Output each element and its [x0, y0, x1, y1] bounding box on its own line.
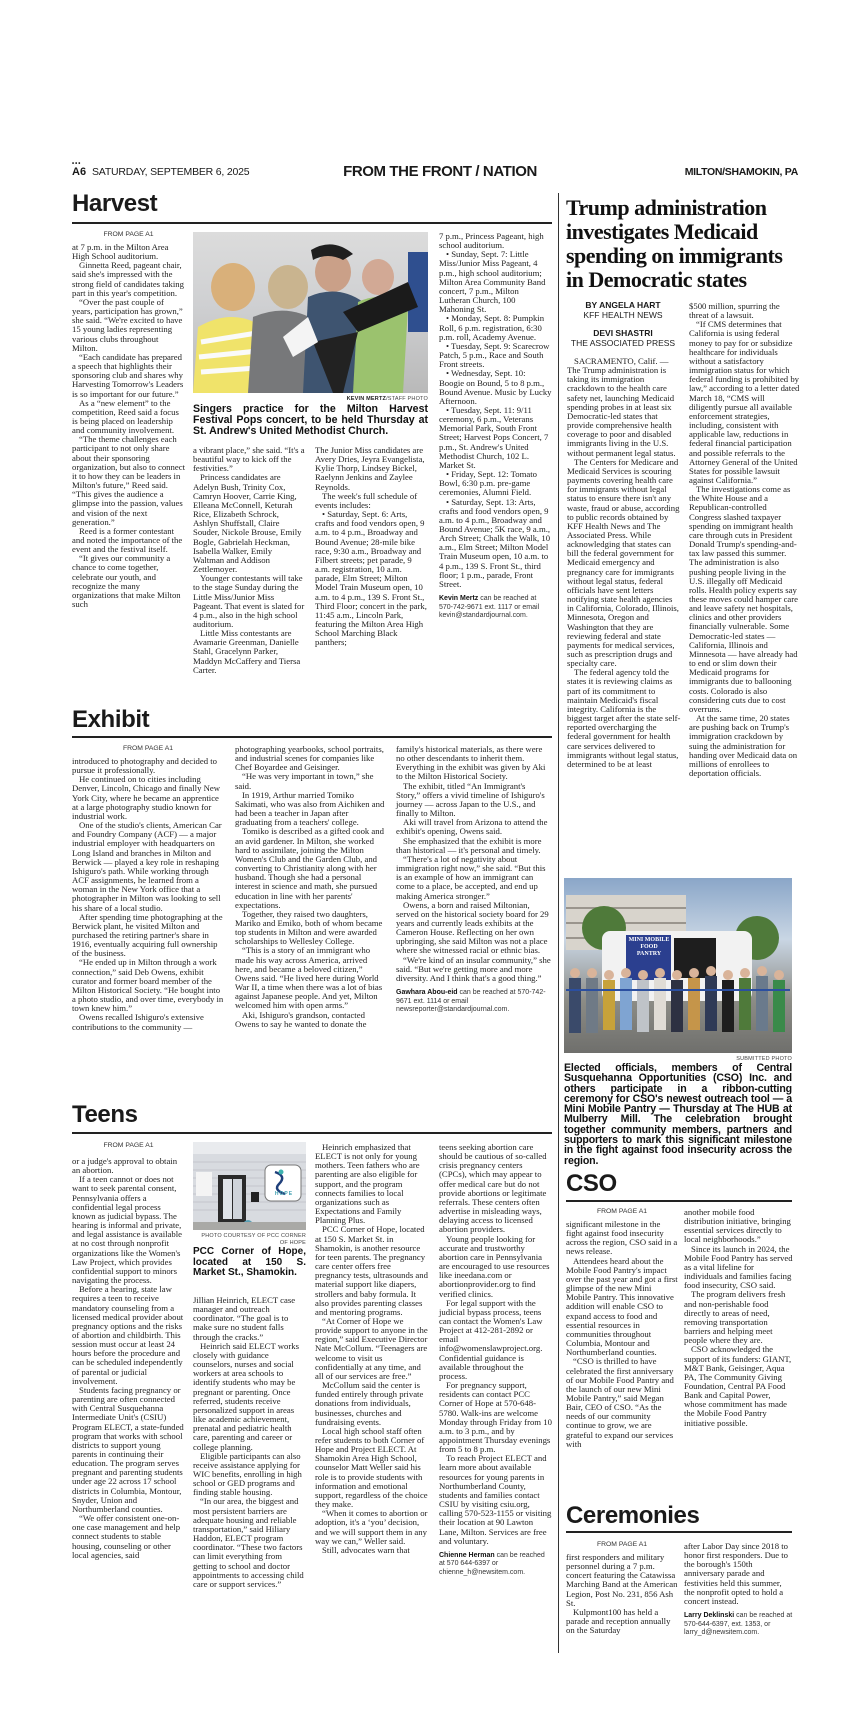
- article-paragraph: • Friday, Sept. 12: Tomato Bowl, 6:30 p.m. pre-game ceremonies, Alumni Field.: [439, 469, 537, 498]
- crowd: [569, 976, 785, 1033]
- issue-date: SATURDAY, SEPTEMBER 6, 2025: [92, 166, 250, 178]
- article-paragraph: Attendees heard about the Mobile Food Pantry's impact over the past year and got a first glimpse of the new Mini Mobile Pantry. This innovative addition will enable CSO to expand access to food and essential resources in communities throughout Columbia, Montour and Northumberland counties.: [566, 1255, 678, 1358]
- harvest-column-2: [193, 445, 305, 675]
- article-paragraph: He continued on to cities including Denver, Lincoln, Chicago and finally New York City, where he became an apprentice at a large photography studio known for industrial work.: [72, 774, 221, 821]
- cso-photo: [564, 878, 792, 1053]
- article-paragraph: “Each candidate has prepared a speech that highlights their sponsoring club and shares why Harvesting Tomorrow's Leaders is so important for our future.”: [72, 351, 184, 399]
- article-paragraph: McCollum said the center is funded entirely through private donations from individuals, businesses, churches and fundraising events.: [315, 1380, 424, 1427]
- article-paragraph: • Monday, Sept. 8: Pumpkin Roll, 6 p.m. registration, 6:30 p.m. roll, Academy Avenue.: [439, 313, 545, 342]
- article-paragraph: “It gives our community a chance to come together, celebrate our youth, and recognize the many organizations that make Milton such: [72, 553, 181, 610]
- article-paragraph: “CSO is thrilled to have celebrated the first anniversary of our Mobile Food Pantry and the launch of our new Mini Mobile Pantry,” said Megan Bair, CEO of CSO. “As the needs of our community continue to grow, we are grateful to expand our services with: [566, 1356, 674, 1449]
- teens-column-4: [439, 1143, 552, 1655]
- article-paragraph: Jillian Heinrich, ELECT case manager and outreach coordinator. “The goal is to make sure no student falls through the cracks.”: [193, 1295, 296, 1342]
- article-paragraph: significant milestone in the fight against food insecurity across the region, CSO said in a news release.: [566, 1219, 678, 1257]
- article-paragraph: Ginnetta Reed, pageant chair, said she's impressed with the strong field of candidates taking part in this year's competition.: [72, 260, 184, 298]
- harvest-rule: [72, 222, 552, 224]
- article-paragraph: One of the studio's clients, American Car and Foundry Company (ACF) — a major industrial employer with headquarters on Long Island and branches in Milton and Berwick — played a key role in reshaping Ishiguro's path. While working through ACF assignments, he learned from a woman in the New York office that a photographer in Milton was looking to sell his share of a local studio.: [72, 820, 222, 913]
- cso-rule: [566, 1200, 792, 1202]
- article-paragraph: Reed is a former contestant and noted the importance of the event and the festival itself.: [72, 525, 183, 555]
- article-paragraph: “He ended up in Milton through a work connection,” said Deb Owens, exhibit curator and former board member of the Milton Historical Society. “He bought into a photo studio, and over time, everybody in town knew him.”: [72, 957, 224, 1014]
- author-name: Kevin Mertz: [439, 595, 479, 603]
- ceremonies-rule: [566, 1531, 792, 1533]
- article-paragraph: In 1919, Arthur married Tomiko Sakimati, who was also from Aichiken and had been a teacher in Japan after graduating from a teachers' college.: [235, 789, 385, 828]
- exhibit-column-3: [396, 745, 551, 1100]
- byline-org: KFF HEALTH NEWS: [583, 310, 663, 320]
- article-paragraph: The investigations come as the White House and a Republican-controlled Congress slashed taxpayer spending on immigrant health care through cuts in President Donald Trump's spending-and-tax law passed this summer. The administration is also pushing people living in the U.S. illegally off Medicaid rolls. Health policy experts say these moves could hamper care and leave safety net hospitals, clinics and other providers financially vulnerable. Some Democratic-led states — California, Illinois and Minnesota — have already had to end or slim down their Medicaid programs for immigrants due to ballooning costs. Colorado is also considering cuts due to cost overruns.: [689, 484, 799, 714]
- exhibit-heading: Exhibit: [72, 706, 150, 733]
- article-paragraph: For pregnancy support, residents can contact PCC Corner of Hope at 570-648-5780. Walk-ins are welcome Monday through Friday from 10 a.m. to 3 p.m., and by appointment Thursday evenings from 5 to 8 p.m.: [439, 1380, 552, 1455]
- article-paragraph: 7 p.m., Princess Pageant, high school auditorium.: [439, 231, 544, 251]
- article-paragraph: PCC Corner of Hope, located at 150 S. Market St. in Shamokin, is another resource for teen parents. The pregnancy care center offers free pregnancy tests, ultrasounds and material support like diapers, strollers and baby formula. It also provides parenting classes and mentoring programs.: [315, 1224, 428, 1317]
- teens-rule: [72, 1132, 552, 1134]
- article-paragraph: Younger contestants will take to the stage Sunday during the Little Miss/Junior Miss Pageant. That event is slated for 4 p.m., also in the high school auditorium.: [193, 573, 305, 629]
- cso-column-2: [684, 1208, 794, 1500]
- article-paragraph: “Over the past couple of years, participation has grown,” she said. “We're excited to have 15 young ladies representing various clubs throughout Milton.: [72, 296, 183, 353]
- van-lettering: MINI MOBILE FOOD PANTRY: [628, 937, 670, 957]
- article-paragraph: At the same time, 20 states are pushing back on Trump's immigration crackdown by suing the administration for handing over Medicaid data on millions of enrollees to deportation officials.: [689, 713, 798, 778]
- ribbon-cutting-image: [564, 878, 792, 1053]
- article-paragraph: She emphasized that the exhibit is more than historical — it's personal and timely.: [396, 835, 542, 855]
- page-number: [72, 161, 87, 178]
- ceremonies-column-1: [566, 1553, 678, 1651]
- article-paragraph: after Labor Day since 2018 to honor first responders. Due to the borough's 150th anniversary parade and festivities held this summer, the nonprofit opted to hold a concert instead.: [684, 1541, 788, 1606]
- medicaid-column-1: [567, 357, 681, 867]
- article-paragraph: Still, advocates warn that: [322, 1544, 410, 1555]
- exhibit-jump-label: FROM PAGE A1: [122, 745, 174, 752]
- teens-jump-label: FROM PAGE A1: [103, 1142, 154, 1149]
- article-paragraph: The week's full schedule of events includes:: [315, 490, 418, 510]
- article-paragraph: Heinrich said ELECT works closely with guidance counselors, nurses and social workers at area schools to identify students who may be pregnant or parenting. Once referred, students receive personalized support in areas like academic achievement, prenatal and pediatric health care, parenting and career or college planning.: [193, 1340, 300, 1452]
- cso-photo-caption: Elected officials, members of Central Susquehanna Opportunities (CSO) Inc. and others participate in a ribbon-cutting ceremony for CSO's newest outreach tool — a Mini Mobile Pantry — Thursday at The HUB at Mulberry Mill. The celebration brought together community members, partners and supporters to mark this significant milestone in the fight against food insecurity across the region.: [564, 1062, 792, 1167]
- corner-of-hope-building-image: [193, 1142, 306, 1230]
- teens-tagline: [439, 1552, 552, 1578]
- exhibit-rule: [72, 736, 552, 738]
- teens-column-1: [72, 1157, 185, 1652]
- author-contact: can be reached at 570 644-6397 or chienne_h@newsitem.com.: [439, 1551, 545, 1577]
- article-paragraph: introduced to photography and decided to pursue it professionally.: [72, 756, 217, 776]
- article-paragraph: To reach Project ELECT and learn more about available resources for young parents in Northumberland County, students and families contact CSIU by visiting csiu.org, calling 570-523-1155 or visiting their location at 90 Lawton Lane, Milton. Services are free and voluntary.: [439, 1453, 552, 1546]
- ceremonies-jump-label: FROM PAGE A1: [596, 1541, 648, 1548]
- author-name: Chienne Herman: [439, 1551, 495, 1559]
- author-name: Larry Deklinski: [684, 1612, 735, 1620]
- article-paragraph: Owens, a born and raised Miltonian, served on the historical society board for 29 years and currently leads exhibits at the Cameron House. Reflecting on her own upbringing, she said Milton was not a place where she witnessed racial or ethnic bias.: [396, 899, 549, 956]
- teens-photo-credit: PHOTO COURTESY OF PCC CORNER OF HOPE: [201, 1233, 306, 1246]
- harvest-photo-credit: [193, 396, 428, 402]
- article-paragraph: The Junior Miss candidates are Avery Dries, Jeyra Evangelista, Kylie Thorp, Lindsey Bickel, Raelynn Jenkins and Zaylee Reynolds.: [315, 445, 425, 492]
- author-name: Gawhara Abou-eid: [396, 989, 458, 997]
- article-paragraph: $500 million, spurring the threat of a lawsuit.: [689, 301, 780, 321]
- article-paragraph: “We offer consistent one-on-one case management and help connect students to stable housing, counseling or other local agencies, said: [72, 1513, 181, 1560]
- article-paragraph: Heinrich emphasized that ELECT is not only for young mothers. Teen fathers who are parenting are also eligible for support, and the program connects families to local organizations such as Expectations and Family Planning Plus.: [315, 1142, 420, 1226]
- article-paragraph: • Saturday, Sept. 6: Arts, crafts and food vendors open, 9 a.m. to 4 p.m., Broadway and Bound Avenue; 28-mile bike race, 9:30 a.m., Broadway and Filbert streets; pet parade, 9 a.m. registration, 10 a.m. parade, Elm Street; Milton Model Train Museum open, 10 a.m. to 4 p.m., 139 S. Front St., Third Floor; concert in the park, 11:45 a.m., Lincoln Park, featuring the Milton Area High School Marching Black panthers;: [315, 509, 427, 648]
- article-paragraph: Kulpmont100 has held a parade and reception annually on the Saturday: [566, 1606, 671, 1636]
- article-paragraph: teens seeking abortion care should be cautious of so-called crisis pregnancy centers (CPCs), which may appear to offer medical care but do not provide abortions or legitimate referrals. These centers often advertise in misleading ways, delaying access to licensed abortion providers.: [439, 1142, 547, 1235]
- harvest-heading: Harvest: [72, 190, 158, 217]
- ceremonies-tagline: [684, 1612, 794, 1638]
- article-paragraph: • Tuesday, Sept. 9: Scarecrow Patch, 5 p.m., Race and South Front streets.: [439, 340, 550, 370]
- section-title: FROM THE FRONT / NATION: [343, 163, 537, 180]
- article-paragraph: Tomiko is described as a gifted cook and an avid gardener. In Milton, she worked hard to assimilate, joining the Milton Women's Club and the Garden Club, and converting to Christianity along with her husband. Though she had a personal interest in science and math, she pursued education in line with her parents' expectations.: [235, 826, 384, 910]
- page-number-text: A6: [72, 166, 87, 178]
- article-paragraph: The program delivers fresh and non-perishable food directly to areas of need, removing transportation barriers and helping meet people where they are.: [684, 1289, 786, 1346]
- article-paragraph: Together, they raised two daughters, Mariko and Emiko, both of whom became top students in Milton and were awarded scholarships to Wellesley College.: [235, 908, 383, 947]
- byline-name: DEVI SHASTRI: [593, 328, 653, 338]
- singers-image: [193, 232, 428, 393]
- article-paragraph: • Wednesday, Sept. 10: Boogie on Bound, 5 to 8 p.m., Bound Avenue. Music by Lucky Afternoon.: [439, 368, 552, 406]
- article-paragraph: family's historical materials, as there were no other descendants to inherit them. Everything in the exhibit was given by Aki to the Milton Historical Society.: [396, 744, 546, 782]
- article-paragraph: Little Miss contestants are Avamarie Greenman, Danielle Stahl, Gracelynn Parker, Maddyn McCaffery and Tiersa Carter.: [193, 628, 301, 675]
- article-paragraph: CSO acknowledged the support of its funders: GIANT, M&T Bank, Geisinger, Aqua PA, The Community Giving Foundation, Central PA Food Bank and Capital Power, whose commitment has made the Mobile Food Pantry initiative possible.: [684, 1344, 792, 1428]
- article-paragraph: Aki will travel from Arizona to attend the exhibit's opening, Owens said.: [396, 817, 548, 837]
- article-paragraph: Princess candidates are Adelyn Bush, Trinity Cox, Camryn Hoover, Carrie King, Elleana McConnell, Keturah Rice, Elizabeth Schrock, Ashlyn Shuffstall, Claire Souder, Nickole Brouse, Emily Bogle, Gabrielah Heckman, Isabella Walker, Emily Waltman and Addison Zettlemoyer.: [193, 472, 302, 575]
- article-paragraph: first responders and military personnel during a 7 p.m. concert featuring the Catawissa Marching Band at the American Legion, Post No. 231, 856 Ash St.: [566, 1552, 678, 1608]
- teens-column-3: [315, 1143, 428, 1652]
- byline-name: BY ANGELA HART: [585, 300, 661, 310]
- harvest-column-3: [315, 446, 427, 663]
- article-paragraph: Aki, Ishiguro's grandson, contacted Owens to say he wanted to donate the: [235, 1009, 367, 1029]
- article-paragraph: As a “new element” to the competition, Reed said a focus is being placed on leadership and community involvement.: [72, 397, 179, 436]
- article-paragraph: photographing yearbooks, school portraits, and industrial scenes for companies like Chef Boyardee and Geisinger.: [235, 744, 384, 773]
- article-paragraph: • Tuesday, Sept. 11: 9/11 ceremony, 6 p.m., Veterans Memorial Park, South Front Street; Harvest Pops Concert, 7 p.m., St. Andrew's United Methodist Church, 102 L. Market St.: [439, 404, 549, 470]
- article-paragraph: another mobile food distribution initiative, bringing essential services directly to local neighborhoods.”: [684, 1207, 791, 1245]
- exhibit-tagline: [396, 989, 551, 1015]
- harvest-tagline: [439, 595, 552, 621]
- article-paragraph: • Saturday, Sept. 13: Arts, crafts and food vendors open, 9 a.m. to 4 p.m., Broadway and Bound Avenue; 5K race, 9 a.m., Arch Street; Chalk the Walk, 10 a.m., Elm Street; Milton Model Train Museum open, 10 a.m. to 4 p.m., 139 S. Front St., third floor; 1 p.m., parade, Front Street.: [439, 496, 551, 589]
- article-paragraph: Students facing pregnancy or parenting are often connected with Central Susquehanna Intermediate Unit's (CSIU) Program ELECT, a state-funded program that works with school districts to support young parents in continuing their education. The program serves pregnant and parenting students under age 22 across 17 school districts in Columbia, Montour, Snyder, Union and Northumberland counties.: [72, 1384, 184, 1514]
- article-paragraph: For legal support with the judicial bypass process, teens can contact the Women's Law Project at 412-281-2892 or email info@womenslawproject.org. Confidential guidance is available throughout the process.: [439, 1297, 543, 1381]
- harvest-photo-caption: Singers practice for the Milton Harvest Festival Pops concert, to be held Thursday at St. Andrew's United Methodist Church.: [193, 403, 428, 437]
- hope-sign-text: HOPE: [274, 1191, 294, 1197]
- article-paragraph: Since its launch in 2024, the Mobile Food Pantry has served as a vital lifeline for individuals and families facing food insecurity, CSO said.: [684, 1243, 793, 1291]
- article-paragraph: SACRAMENTO, Calif. — The Trump administration is taking its immigration crackdown to the health care safety net, launching Medicaid spending probes in at least six Democratic-led states that provide comprehensive health coverage to poor and disabled immigrants living in the U.S. without permanent legal status.: [567, 356, 676, 458]
- harvest-column-1: [72, 243, 185, 663]
- cso-photo-credit: SUBMITTED PHOTO: [736, 1056, 792, 1062]
- article-paragraph: “He was very important in town,” she said.: [235, 771, 374, 791]
- article-paragraph: Owens recalled Ishiguro's extensive contributions to the community —: [72, 1012, 204, 1032]
- article-paragraph: a vibrant place,” she said. “It's a beautiful way to kick off the festivities.”: [193, 445, 305, 474]
- article-paragraph: • Sunday, Sept. 7: Little Miss/Junior Miss Pageant, 4 p.m., high school auditorium; Milton Area Community Band concert, 7 p.m., Milton Lutheran Church, 100 Mahoning St.: [439, 249, 546, 315]
- article-paragraph: Local high school staff often refer students to both Corner of Hope and Project ELECT. At Shamokin Area High School, counselor Matt Weller said his role is to provide students with information and emotional support, regardless of the choice they make.: [315, 1425, 428, 1510]
- exhibit-column-2: [235, 745, 386, 1095]
- teens-heading: Teens: [72, 1101, 138, 1128]
- article-paragraph: If a teen cannot or does not want to seek parental consent, Pennsylvania offers a confidential legal process known as judicial bypass. The hearing is informal and private, and legal assistance is available at no cost through nonprofit organizations like the Women's Law Project, which provides confidential support to minors navigating the process.: [72, 1174, 182, 1286]
- harvest-photo: [193, 232, 428, 393]
- byline-2: [566, 328, 680, 348]
- article-paragraph: “When it comes to abortion or adoption, it's a ‘you’ decision, and we will support them in any way we can,” Weller said.: [315, 1508, 428, 1546]
- article-paragraph: or a judge's approval to obtain an abortion.: [72, 1156, 178, 1176]
- cso-heading: CSO: [566, 1170, 617, 1197]
- author-contact: can be reached at 570-644-6397, ext. 1353, or larry_d@newsitem.com.: [684, 1612, 793, 1637]
- exhibit-column-1: [72, 757, 224, 1095]
- photographer-name: KEVIN MERTZ: [346, 396, 387, 402]
- article-paragraph: “The theme challenges each participant to not only share about their sponsoring organization, but also to connect it to how they can be leaders in Milton's future,” Reed said. “This gives the audience a glimpse into the passion, values and vision of the next generation.”: [72, 434, 185, 527]
- medicaid-column-2: [689, 302, 800, 867]
- byline-org: THE ASSOCIATED PRESS: [570, 338, 676, 348]
- ceremonies-heading: Ceremonies: [566, 1502, 700, 1529]
- article-paragraph: Eligible participants can also receive assistance applying for WIC benefits, enrolling in high school or GED programs and finding stable housing.: [193, 1450, 302, 1498]
- cso-jump-label: FROM PAGE A1: [596, 1208, 648, 1215]
- edition-label: MILTON/SHAMOKIN, PA: [684, 166, 798, 178]
- teens-column-2: [193, 1296, 306, 1652]
- author-contact: can be reached at 570-742-9671 ext. 1117 or email kevin@standardjournal.com.: [439, 595, 540, 620]
- article-paragraph: “At Corner of Hope we provide support to anyone in the region,” said Executive Director Nate McCollum. “Teenagers are welcome to visit us confidentially at any time, and all of our services are free.”: [315, 1315, 428, 1381]
- byline-1: [566, 300, 680, 320]
- article-paragraph: The exhibit, titled “An Immigrant's Story,” offers a vivid timeline of Ishiguro's journey — across Japan to the U.S., and finally to Milton.: [396, 780, 545, 819]
- article-paragraph: “There's a lot of negativity about immigration right now,” she said. “But this is an example of how an immigrant can come to a place, be accepted, and end up making America stronger.”: [396, 853, 546, 901]
- teens-photo: [193, 1142, 306, 1230]
- column-divider: [558, 193, 559, 1653]
- harvest-jump-label: FROM PAGE A1: [103, 231, 154, 238]
- harvest-column-4: [439, 232, 552, 672]
- article-paragraph: “This is a story of an immigrant who made his way across America, arrived here, and became a beloved citizen,” Owens said. “He lived here during World War II, a time when there was a lot of bias against Japanese people. And yet, Milton welcomed him with open arms.”: [235, 945, 383, 1011]
- article-paragraph: Before a hearing, state law requires a teen to receive mandatory counseling from a licensed medical provider about pregnancy options and the risks of abortion and childbirth. This session must occur at least 24 hours before the procedure and can be scheduled independently of parental or judicial involvement.: [72, 1284, 184, 1386]
- article-paragraph: “In our area, the biggest and most persistent barriers are adequate housing and reliable transportation,” said Hiliary Haddon, ELECT program coordinator. “These two factors can limit everything from getting to school and doctor appointments to accessing child care or support services.”: [193, 1496, 304, 1589]
- article-paragraph: The federal agency told the states it is reviewing claims as part of its commitment to maintain Medicaid's fiscal integrity. California is the biggest target after the state self-reported overcharging the federal government for health care services delivered to immigrants without legal status, determined to be at least: [567, 667, 681, 769]
- medicaid-headline: Trump administration investigates Medicaid spending on immigrants in Democratic states: [566, 195, 783, 292]
- article-paragraph: at 7 p.m. in the Milton Area High School auditorium.: [72, 242, 169, 262]
- article-paragraph: The Centers for Medicare and Medicaid Services is scouring payments covering health care for immigrants without legal status to ensure there isn't any waste, fraud or abuse, according to public records obtained by KFF Health News and The Associated Press. While acknowledging that states can bill the federal government for Medicaid emergency and pregnancy care for immigrants without legal status, federal officials have sent letters notifying state health agencies in California, Colorado, Illinois, Minnesota, Oregon and Washington that they are reviewing federal and state payments for medical services, such as prescription drugs and specialty care.: [567, 456, 680, 669]
- author-contact: can be reached at 570-742-9671 ext. 1114 or email newsreporter@standardjournal.com.: [396, 989, 546, 1014]
- article-paragraph: “If CMS determines that California is using federal money to pay for or subsidize healthcare for individuals without a satisfactory immigration status for which federal funding is prohibited by law,” according to a letter dated March 18, “CMS will diligently pursue all available enforcement strategies, including, consistent with applicable law, reductions in federal financial participation and possible referrals to the Attorney General of the United States for possible lawsuit against California.”: [689, 319, 800, 485]
- article-paragraph: “We're kind of an insular community,” she said. “But we're getting more and more diversity. And I think that's a good thing.”: [396, 954, 551, 983]
- dots-icon: •••: [72, 161, 82, 167]
- teens-photo-caption: PCC Corner of Hope, located at 150 S. Market St., Shamokin.: [193, 1246, 306, 1278]
- cso-column-1: [566, 1220, 678, 1500]
- credit-suffix: /STAFF PHOTO: [386, 396, 428, 402]
- article-paragraph: Young people looking for accurate and trustworthy abortion care in Pennsylvania are encouraged to use resources like ineedana.com or abortionprovider.org to find verified clinics.: [439, 1233, 550, 1299]
- ceremonies-column-2: [684, 1542, 794, 1652]
- article-paragraph: After spending time photographing at the Berwick plant, he visited Milton and purchased the retiring partner's share in 1916, eventually acquiring full ownership of the business.: [72, 911, 223, 959]
